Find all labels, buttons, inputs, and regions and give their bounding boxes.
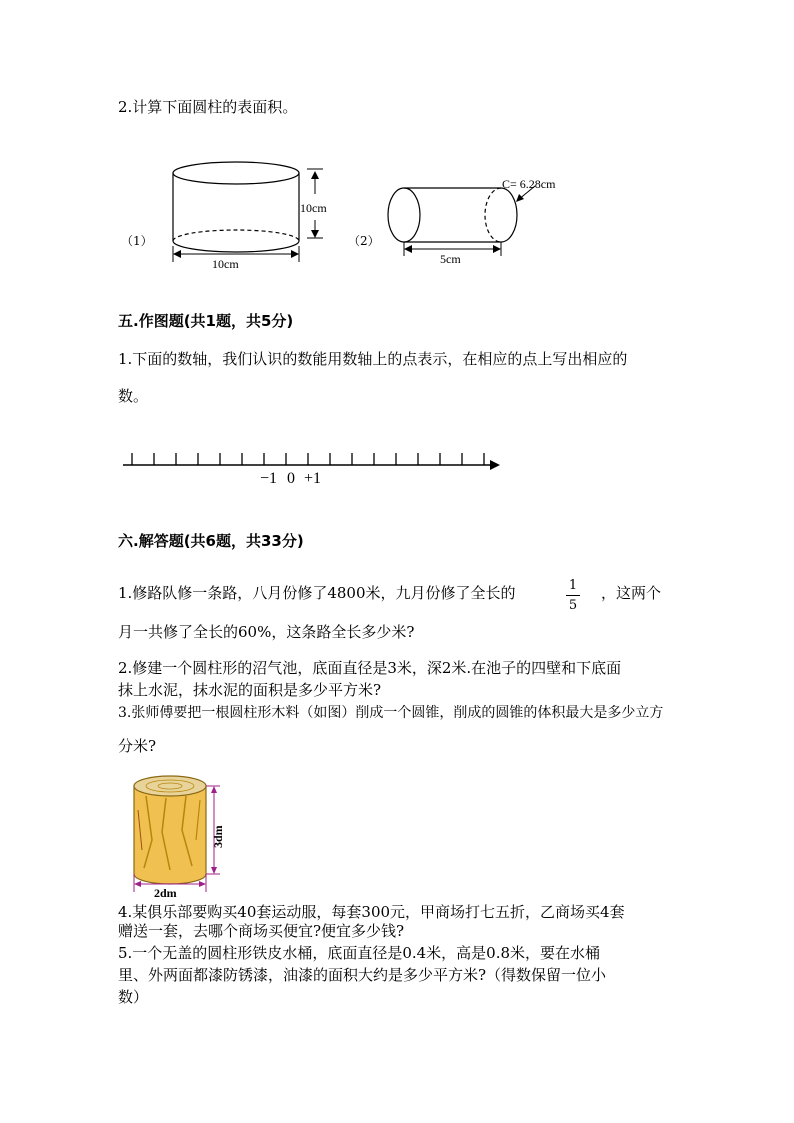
section6-q3-line1: 3.张师傅要把一根圆柱形木料（如图）削成一个圆锥，削成的圆锥的体积最大是多少立方 (118, 705, 664, 721)
section6-q4-line1: 4.某俱乐部要购买40套运动服，每套300元，甲商场打七五折，乙商场买4套 (118, 903, 625, 921)
section6-heading: 六.解答题(共6题，共33分) (118, 532, 304, 550)
cylinder-figure-2 (380, 170, 580, 270)
section6-q5-line3: 数） (118, 988, 149, 1006)
axis-label-plus-one: +1 (304, 470, 322, 487)
fig1-label: （1） (121, 234, 153, 248)
section6-q5-line2: 里、外两面都漆防锈漆，油漆的面积大约是多少平方米?（得数保留一位小 (118, 966, 607, 984)
section6-q4-line2: 赠送一套，去哪个商场买便宜?便宜多少钱? (118, 922, 405, 940)
fig1-height-label: 10cm (300, 201, 327, 215)
section6-q1-part1: 1.修路队修一条路，八月份修了4800米，九月份修了全长的 (118, 584, 516, 602)
number-line (118, 448, 508, 488)
fraction-one-fifth (566, 578, 580, 613)
fraction-numerator: 1 (568, 578, 578, 593)
section6-q1-part2: ，这两个 (601, 584, 662, 602)
section5-heading: 五.作图题(共1题，共5分) (118, 312, 294, 330)
section6-q2-line1: 2.修建一个圆柱形的沼气池，底面直径是3米，深2米.在池子的四壁和下底面 (118, 659, 622, 677)
q2-text: 2.计算下面圆柱的表面积。 (118, 98, 298, 116)
section5-q1-line2: 数。 (118, 387, 149, 405)
fraction-denominator: 5 (568, 598, 578, 613)
wood-diameter-label: 2dm (154, 886, 177, 898)
fig2-circumference-label: C= 6.28cm (502, 177, 556, 191)
fraction-bar (566, 595, 580, 596)
wood-height-label: 3dm (211, 825, 225, 848)
fig2-length-label: 5cm (440, 252, 461, 266)
section6-q3-line2: 分米? (118, 737, 157, 755)
fig1-diameter-label: 10cm (212, 257, 239, 271)
axis-label-zero: 0 (287, 470, 295, 487)
section5-q1-line1: 1.下面的数轴，我们认识的数能用数轴上的点表示，在相应的点上写出相应的 (118, 350, 628, 368)
section6-q1-line2: 月一共修了全长的60%，这条路全长多少米? (118, 623, 415, 641)
wood-log-figure (126, 770, 236, 898)
number-line-ticks (132, 453, 484, 465)
section6-q5-line1: 5.一个无盖的圆柱形铁皮水桶，底面直径是0.4米，高是0.8米，要在水桶 (118, 944, 601, 962)
fig2-label: （2） (348, 234, 380, 248)
cylinder-figure-1 (160, 158, 350, 278)
section6-q2-line2: 抹上水泥，抹水泥的面积是多少平方米? (118, 681, 382, 699)
axis-label-minus-one: −1 (260, 470, 278, 487)
